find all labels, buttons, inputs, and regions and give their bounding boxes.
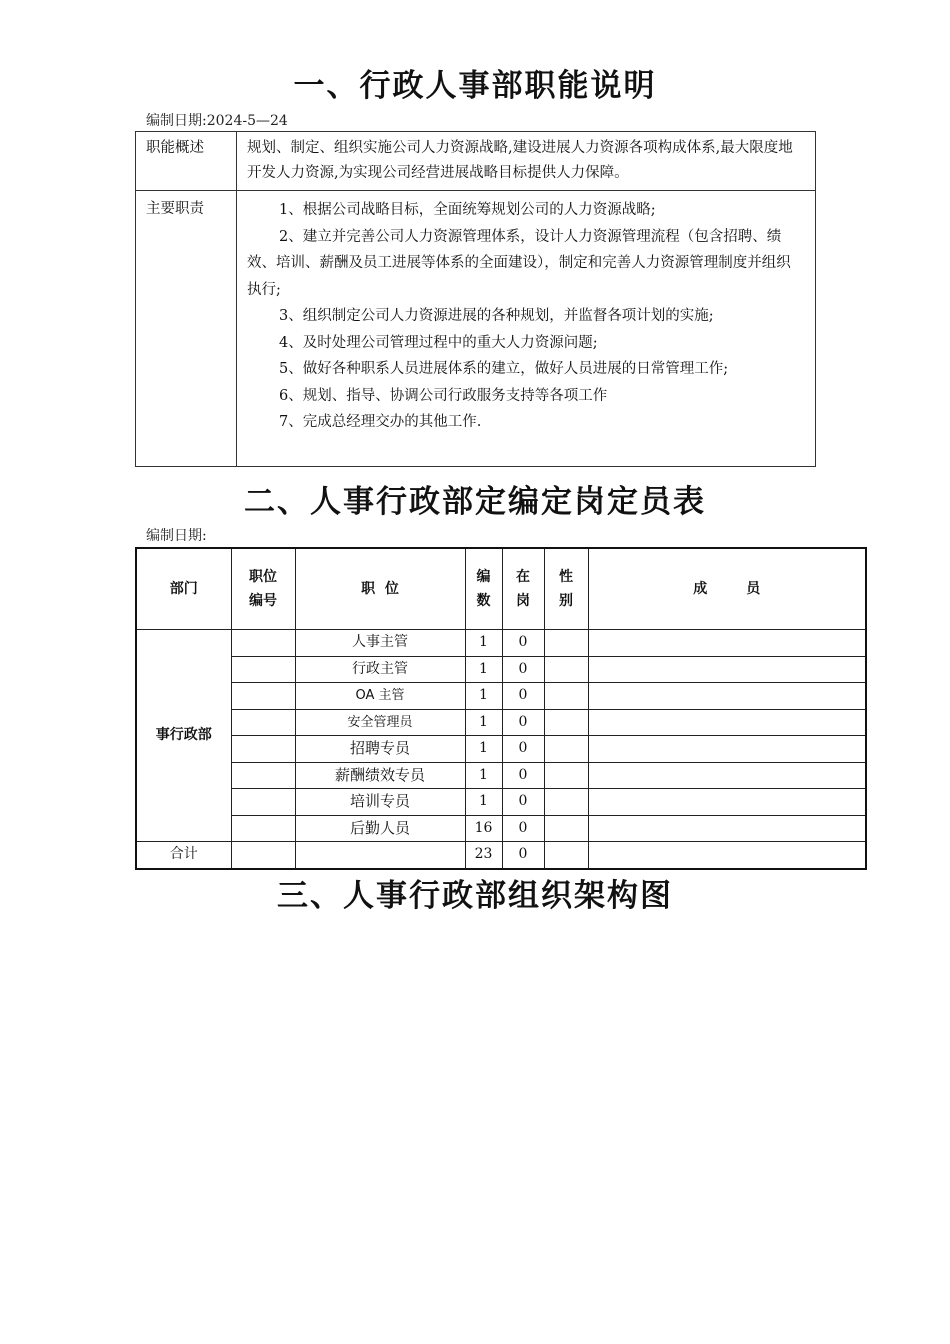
quota-cell: 1 <box>465 789 502 816</box>
members-cell <box>588 683 866 710</box>
table-row <box>136 762 866 789</box>
gender-cell <box>544 762 588 789</box>
header-row <box>136 548 866 630</box>
members-cell <box>588 762 866 789</box>
overview-label: 职能概述 <box>136 132 237 191</box>
section1-date: 编制日期:2024-5—24 <box>146 113 288 129</box>
duty-item: 6、规划、指导、协调公司行政服务支持等各项工作 <box>279 387 608 404</box>
duty-item: 7、完成总经理交办的其他工作. <box>279 414 482 430</box>
overview-text: 规划、制定、组织实施公司人力资源战略,建设进展人力资源各项构成体系,最大限度地开发人力资源,为实现公司经营进展战略目标提供人力保障。 <box>237 132 816 191</box>
onduty-cell: 0 <box>502 762 544 789</box>
section3-title: 三、人事行政部组织架构图 <box>277 878 673 914</box>
quota-cell: 1 <box>465 630 502 657</box>
table-row <box>136 736 866 763</box>
position-code-cell <box>231 656 295 683</box>
staffing-table <box>135 547 867 870</box>
header-quota-line2: 数 <box>476 593 491 609</box>
position-code-cell <box>231 762 295 789</box>
header-members: 成 员 <box>588 548 866 630</box>
header-position-code-line2: 编号 <box>249 593 277 609</box>
onduty-cell: 0 <box>502 815 544 842</box>
position-name: 招聘专员 <box>295 736 465 763</box>
header-gender-line1: 性 <box>559 569 573 585</box>
total-row <box>136 842 866 869</box>
duty-item: 5、做好各种职系人员进展体系的建立，做好人员进展的日常管理工作; <box>279 361 729 377</box>
onduty-cell: 0 <box>502 683 544 710</box>
header-quota-line1: 编 <box>476 569 491 585</box>
department-cell: 事行政部 <box>136 630 231 842</box>
header-gender-line2: 别 <box>559 593 573 609</box>
position-name: 人事主管 <box>295 630 465 657</box>
members-cell <box>588 709 866 736</box>
total-quota: 23 <box>465 842 502 869</box>
table-row <box>136 656 866 683</box>
members-cell <box>588 656 866 683</box>
position-code-cell <box>231 709 295 736</box>
onduty-cell: 0 <box>502 656 544 683</box>
gender-cell <box>544 815 588 842</box>
position-name: 薪酬绩效专员 <box>295 762 465 789</box>
quota-cell: 1 <box>465 709 502 736</box>
gender-cell <box>544 709 588 736</box>
table-row <box>136 630 866 657</box>
header-onduty-line1: 在 <box>516 569 530 585</box>
position-name: 行政主管 <box>295 656 465 683</box>
members-cell <box>588 815 866 842</box>
header-position-code <box>231 548 295 630</box>
total-members <box>588 842 866 869</box>
section2-title: 二、人事行政部定编定岗定员表 <box>244 484 706 520</box>
quota-cell: 1 <box>465 656 502 683</box>
gender-cell <box>544 736 588 763</box>
duties-cell <box>237 191 816 467</box>
members-cell <box>588 736 866 763</box>
quota-cell: 1 <box>465 736 502 763</box>
duty-item: 1、根据公司战略目标，全面统筹规划公司的人力资源战略; <box>279 202 656 218</box>
position-name: 培训专员 <box>295 789 465 816</box>
position-code-cell <box>231 736 295 763</box>
total-onduty: 0 <box>502 842 544 869</box>
quota-cell: 1 <box>465 762 502 789</box>
header-gender <box>544 548 588 630</box>
function-table <box>135 131 816 467</box>
total-gender <box>544 842 588 869</box>
section2-date: 编制日期: <box>146 528 207 544</box>
total-label: 合计 <box>136 842 231 869</box>
duty-item: 4、及时处理公司管理过程中的重大人力资源问题; <box>279 334 598 351</box>
header-onduty-line2: 岗 <box>516 593 530 609</box>
members-cell <box>588 630 866 657</box>
table-row <box>136 709 866 736</box>
position-name: OA 主管 <box>295 683 465 710</box>
table-row <box>136 683 866 710</box>
onduty-cell: 0 <box>502 736 544 763</box>
duties-row <box>136 191 816 467</box>
table-row <box>136 789 866 816</box>
header-quota <box>465 548 502 630</box>
position-name: 安全管理员 <box>295 709 465 736</box>
table-row <box>136 815 866 842</box>
onduty-cell: 0 <box>502 789 544 816</box>
header-onduty <box>502 548 544 630</box>
overview-row <box>136 132 816 191</box>
section1-title: 一、行政人事部职能说明 <box>293 68 657 104</box>
total-position-code <box>231 842 295 869</box>
header-position: 职 位 <box>295 548 465 630</box>
position-code-cell <box>231 789 295 816</box>
position-code-cell <box>231 683 295 710</box>
duty-item: 3、组织制定公司人力资源进展的各种规划，并监督各项计划的实施; <box>279 308 714 324</box>
position-name: 后勤人员 <box>295 815 465 842</box>
quota-cell: 1 <box>465 683 502 710</box>
gender-cell <box>544 630 588 657</box>
duties-label: 主要职责 <box>136 191 237 467</box>
header-dept: 部门 <box>136 548 231 630</box>
position-code-cell <box>231 630 295 657</box>
duty-item: 2、建立并完善公司人力资源管理体系，设计人力资源管理流程（包含招聘、绩效、培训、薪酬及员工进展等体系的全面建设），制定和完善人力资源管理制度并组织执行; <box>247 228 791 298</box>
position-code-cell <box>231 815 295 842</box>
gender-cell <box>544 683 588 710</box>
onduty-cell: 0 <box>502 630 544 657</box>
onduty-cell: 0 <box>502 709 544 736</box>
quota-cell: 16 <box>465 815 502 842</box>
header-position-code-line1: 职位 <box>249 569 277 585</box>
gender-cell <box>544 789 588 816</box>
members-cell <box>588 789 866 816</box>
gender-cell <box>544 656 588 683</box>
total-position <box>295 842 465 869</box>
